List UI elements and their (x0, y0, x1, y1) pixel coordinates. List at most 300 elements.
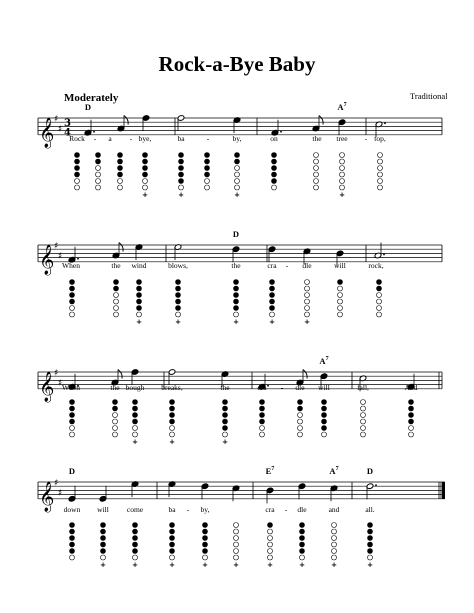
music-system-1 (0, 100, 474, 220)
whistle-hole (205, 179, 210, 184)
whistle-hole (270, 299, 275, 304)
whistle-hole (361, 400, 366, 405)
whistle-hole (235, 172, 240, 177)
whistle-hole (133, 432, 138, 437)
whistle-hole (170, 413, 175, 418)
chord-extension: 7 (325, 356, 329, 363)
whistle-hole (272, 179, 277, 184)
note-dot (267, 385, 269, 387)
whistle-hole (368, 523, 373, 528)
whistle-hole (300, 555, 305, 560)
note-dot (93, 131, 95, 133)
whistle-hole (377, 280, 382, 285)
whistle-hole (234, 542, 239, 547)
sharp-icon: ♯ (54, 114, 59, 125)
whistle-hole (368, 542, 373, 547)
lyric-syllable: the (110, 383, 120, 392)
whistle-hole (338, 280, 343, 285)
whistle-hole (143, 185, 148, 190)
chord-extension: 7 (271, 466, 275, 473)
whistle-hole (137, 293, 142, 298)
whistle-hole (223, 426, 228, 431)
whistle-hole (223, 406, 228, 411)
whistle-hole (70, 312, 75, 317)
chord-symbol (319, 356, 328, 366)
whistle-hole (270, 306, 275, 311)
whistle-hole (96, 153, 101, 158)
chord-root: D (232, 229, 240, 239)
whistle-hole (378, 153, 383, 158)
lyric-syllable: and (328, 505, 340, 514)
final-barline (442, 482, 445, 499)
whistle-hole (96, 166, 101, 171)
lyric-syllable: - (285, 261, 289, 270)
whistle-hole (305, 293, 310, 298)
whistle-hole (270, 293, 275, 298)
whistle-hole (322, 400, 327, 405)
whistle-hole (235, 159, 240, 164)
whistle-hole (176, 299, 181, 304)
whistle-hole (272, 172, 277, 177)
whistle-hole (332, 536, 337, 541)
whistle-hole (305, 299, 310, 304)
octave-plus-icon: + (339, 191, 345, 199)
whistle-hole (268, 549, 273, 554)
whistle-hole (170, 555, 175, 560)
whistle-hole (143, 179, 148, 184)
whistle-hole (75, 166, 80, 171)
whistle-hole (361, 413, 366, 418)
whistle-hole (368, 555, 373, 560)
chord-root: D (68, 466, 76, 476)
whistle-hole (203, 529, 208, 534)
whistle-hole (170, 536, 175, 541)
whistle-hole (378, 159, 383, 164)
whistle-hole (75, 179, 80, 184)
lyric-syllable: - (206, 134, 210, 143)
whistle-hole (340, 159, 345, 164)
whistle-hole (272, 185, 277, 190)
whistle-hole (75, 185, 80, 190)
whistle-hole (234, 306, 239, 311)
whistle-hole (170, 406, 175, 411)
whistle-hole (223, 419, 228, 424)
lyric-syllable: cra (257, 383, 267, 392)
whistle-hole (340, 185, 345, 190)
whistle-hole (332, 529, 337, 534)
note-dot (77, 258, 79, 260)
lyric-syllable: - (93, 134, 97, 143)
octave-plus-icon: + (267, 561, 273, 569)
lyric-syllable: the (111, 261, 121, 270)
note-flag (124, 116, 128, 125)
whistle-hole (96, 172, 101, 177)
lyric-syllable: will (334, 261, 346, 270)
sharp-icon: ♯ (58, 124, 63, 135)
whistle-hole (305, 280, 310, 285)
whistle-hole (361, 432, 366, 437)
whistle-hole (377, 293, 382, 298)
octave-plus-icon: + (142, 191, 148, 199)
whistle-hole (268, 555, 273, 560)
staff-svg (0, 352, 474, 472)
whistle-hole (170, 523, 175, 528)
octave-plus-icon: + (169, 438, 175, 446)
lyric-syllable: will (318, 383, 330, 392)
chord-symbol (266, 466, 275, 476)
chord-root: A (337, 102, 344, 112)
whistle-hole (340, 153, 345, 158)
whistle-hole (235, 153, 240, 158)
whistle-hole (70, 523, 75, 528)
lyric-syllable: breaks, (161, 383, 183, 392)
whistle-hole (114, 312, 119, 317)
whistle-hole (176, 280, 181, 285)
whistle-hole (101, 529, 106, 534)
time-signature-bottom: 4 (64, 127, 71, 139)
whistle-hole (298, 406, 303, 411)
whistle-hole (332, 549, 337, 554)
whistle-hole (377, 306, 382, 311)
whistle-hole (170, 529, 175, 534)
whistle-hole (409, 419, 414, 424)
note-flag (118, 370, 122, 379)
whistle-hole (338, 306, 343, 311)
whistle-hole (322, 432, 327, 437)
sharp-icon: ♯ (54, 368, 59, 379)
whistle-hole (268, 523, 273, 528)
whistle-hole (70, 400, 75, 405)
whistle-hole (409, 400, 414, 405)
whistle-hole (170, 419, 175, 424)
lyric-syllable: Rock (69, 134, 85, 143)
whistle-hole (361, 426, 366, 431)
whistle-hole (203, 549, 208, 554)
whistle-hole (322, 419, 327, 424)
whistle-hole (409, 426, 414, 431)
whistle-hole (96, 179, 101, 184)
lyric-syllable: a (108, 134, 112, 143)
whistle-hole (300, 529, 305, 534)
chord-symbol (69, 466, 75, 476)
whistle-hole (378, 179, 383, 184)
whistle-hole (305, 306, 310, 311)
whistle-hole (203, 523, 208, 528)
note-flag (303, 370, 307, 379)
whistle-hole (260, 419, 265, 424)
note-dot (375, 484, 377, 486)
whistle-hole (137, 286, 142, 291)
chord-root: E (265, 466, 272, 476)
whistle-hole (113, 413, 118, 418)
music-system-3 (0, 352, 474, 472)
chord-root: A (319, 356, 326, 366)
whistle-hole (272, 153, 277, 158)
whistle-hole (203, 555, 208, 560)
whistle-hole (179, 159, 184, 164)
whistle-hole (203, 536, 208, 541)
time-signature-top: 3 (64, 117, 71, 129)
whistle-hole (118, 172, 123, 177)
whistle-hole (205, 172, 210, 177)
whistle-hole (179, 185, 184, 190)
lyric-syllable: will (97, 505, 109, 514)
whistle-hole (377, 299, 382, 304)
whistle-hole (300, 542, 305, 547)
lyric-syllable: And (404, 383, 418, 392)
whistle-hole (340, 179, 345, 184)
whistle-hole (223, 413, 228, 418)
whistle-hole (260, 400, 265, 405)
whistle-hole (133, 536, 138, 541)
chord-symbol (85, 102, 91, 112)
treble-clef-icon: 𝄞 (39, 481, 55, 512)
octave-plus-icon: + (132, 438, 138, 446)
whistle-hole (314, 179, 319, 184)
whistle-hole (179, 179, 184, 184)
lyric-syllable: cra (267, 261, 277, 270)
lyric-syllable: - (129, 134, 133, 143)
whistle-hole (75, 159, 80, 164)
chord-symbol (233, 229, 239, 239)
lyric-syllable: tree (336, 134, 348, 143)
whistle-hole (70, 529, 75, 534)
whistle-hole (70, 306, 75, 311)
note-dot (383, 254, 385, 256)
whistle-hole (338, 299, 343, 304)
whistle-hole (368, 529, 373, 534)
whistle-hole (96, 159, 101, 164)
whistle-hole (234, 293, 239, 298)
lyric-syllable: bough (125, 383, 145, 392)
whistle-hole (75, 172, 80, 177)
treble-clef-icon: 𝄞 (39, 371, 55, 402)
whistle-hole (332, 555, 337, 560)
chord-root: A (329, 466, 336, 476)
whistle-hole (338, 293, 343, 298)
lyric-syllable: ba (177, 134, 185, 143)
composer-credit: Traditional (410, 91, 448, 101)
whistle-hole (75, 153, 80, 158)
whistle-hole (70, 280, 75, 285)
lyric-syllable: down (63, 505, 81, 514)
whistle-hole (114, 286, 119, 291)
whistle-hole (176, 286, 181, 291)
octave-plus-icon: + (269, 318, 275, 326)
whistle-hole (133, 523, 138, 528)
whistle-hole (314, 153, 319, 158)
whistle-hole (118, 153, 123, 158)
lyric-syllable: cra (265, 505, 275, 514)
whistle-hole (114, 280, 119, 285)
whistle-hole (314, 172, 319, 177)
lyric-syllable: dle (302, 261, 312, 270)
whistle-hole (322, 413, 327, 418)
octave-plus-icon: + (367, 561, 373, 569)
note-flag (119, 243, 123, 252)
whistle-hole (378, 166, 383, 171)
whistle-hole (170, 400, 175, 405)
whistle-hole (322, 406, 327, 411)
sharp-icon: ♯ (58, 488, 63, 499)
whistle-hole (70, 542, 75, 547)
note-dot (384, 122, 386, 124)
octave-plus-icon: + (100, 561, 106, 569)
whistle-hole (268, 536, 273, 541)
lyric-syllable: on (270, 134, 278, 143)
whistle-hole (322, 426, 327, 431)
treble-clef-icon: 𝄞 (39, 244, 55, 275)
lyric-syllable: When (62, 383, 80, 392)
sharp-icon: ♯ (54, 478, 59, 489)
whistle-hole (70, 555, 75, 560)
whistle-hole (113, 426, 118, 431)
whistle-hole (314, 185, 319, 190)
whistle-hole (223, 400, 228, 405)
whistle-hole (234, 523, 239, 528)
lyric-syllable: dle (297, 505, 307, 514)
octave-plus-icon: + (178, 191, 184, 199)
lyric-syllable: dle (295, 383, 305, 392)
whistle-hole (176, 306, 181, 311)
treble-clef-icon: 𝄞 (39, 117, 55, 148)
staff-svg (0, 100, 474, 220)
staff-svg (0, 227, 474, 347)
whistle-hole (268, 529, 273, 534)
whistle-hole (70, 406, 75, 411)
whistle-hole (234, 529, 239, 534)
whistle-hole (170, 542, 175, 547)
whistle-hole (133, 549, 138, 554)
whistle-hole (332, 542, 337, 547)
whistle-hole (179, 172, 184, 177)
whistle-hole (300, 536, 305, 541)
whistle-hole (179, 153, 184, 158)
lyric-syllable: bye, (138, 134, 152, 143)
whistle-hole (101, 536, 106, 541)
sharp-icon: ♯ (58, 378, 63, 389)
lyric-syllable: the (231, 261, 241, 270)
lyric-syllable: - (284, 505, 288, 514)
whistle-hole (101, 555, 106, 560)
lyric-syllable: blows, (168, 261, 188, 270)
whistle-hole (133, 555, 138, 560)
whistle-hole (205, 159, 210, 164)
whistle-hole (170, 426, 175, 431)
whistle-hole (368, 549, 373, 554)
whistle-hole (234, 312, 239, 317)
sharp-icon: ♯ (54, 241, 59, 252)
whistle-hole (332, 523, 337, 528)
whistle-hole (133, 419, 138, 424)
whistle-hole (298, 426, 303, 431)
whistle-hole (368, 536, 373, 541)
whistle-hole (272, 166, 277, 171)
lyric-syllable: - (186, 505, 190, 514)
whistle-hole (137, 280, 142, 285)
whistle-hole (298, 419, 303, 424)
octave-plus-icon: + (304, 318, 310, 326)
whistle-hole (409, 413, 414, 418)
whistle-hole (234, 286, 239, 291)
whistle-hole (203, 542, 208, 547)
whistle-hole (70, 299, 75, 304)
whistle-hole (338, 312, 343, 317)
octave-plus-icon: + (175, 318, 181, 326)
staff-svg (0, 466, 474, 586)
whistle-hole (260, 432, 265, 437)
octave-plus-icon: + (136, 318, 142, 326)
whistle-hole (70, 432, 75, 437)
octave-plus-icon: + (331, 561, 337, 569)
lyric-syllable: the (220, 383, 230, 392)
whistle-hole (176, 293, 181, 298)
whistle-hole (270, 280, 275, 285)
octave-plus-icon: + (222, 438, 228, 446)
whistle-hole (268, 542, 273, 547)
chord-symbol (337, 102, 346, 112)
whistle-hole (409, 406, 414, 411)
lyric-syllable: come (126, 505, 144, 514)
whistle-hole (298, 432, 303, 437)
whistle-hole (133, 529, 138, 534)
whistle-hole (170, 549, 175, 554)
whistle-hole (205, 153, 210, 158)
whistle-hole (314, 159, 319, 164)
whistle-hole (260, 413, 265, 418)
octave-plus-icon: + (233, 318, 239, 326)
music-system-4 (0, 466, 474, 586)
whistle-hole (361, 419, 366, 424)
music-system-2 (0, 227, 474, 347)
whistle-hole (205, 166, 210, 171)
whistle-hole (377, 286, 382, 291)
whistle-hole (409, 432, 414, 437)
octave-plus-icon: + (233, 561, 239, 569)
lyric-syllable: by, (232, 134, 242, 143)
whistle-hole (143, 159, 148, 164)
whistle-hole (170, 432, 175, 437)
whistle-hole (223, 432, 228, 437)
whistle-hole (133, 406, 138, 411)
whistle-hole (260, 426, 265, 431)
whistle-hole (114, 299, 119, 304)
lyric-syllable: top, (374, 134, 386, 143)
whistle-hole (260, 406, 265, 411)
lyric-syllable: fall, (357, 383, 369, 392)
whistle-hole (378, 172, 383, 177)
whistle-hole (314, 166, 319, 171)
whistle-hole (300, 549, 305, 554)
whistle-hole (143, 172, 148, 177)
lyric-syllable: rock, (368, 261, 384, 270)
whistle-hole (113, 432, 118, 437)
lyric-syllable: When (62, 261, 80, 270)
whistle-hole (70, 286, 75, 291)
octave-plus-icon: + (169, 561, 175, 569)
lyric-syllable: - (280, 383, 284, 392)
sharp-icon: ♯ (58, 251, 63, 262)
whistle-hole (234, 536, 239, 541)
lyric-syllable: wind (131, 261, 147, 270)
whistle-hole (300, 523, 305, 528)
whistle-hole (305, 312, 310, 317)
whistle-hole (234, 299, 239, 304)
whistle-hole (137, 306, 142, 311)
chord-root: D (366, 466, 374, 476)
whistle-hole (340, 166, 345, 171)
whistle-hole (101, 523, 106, 528)
